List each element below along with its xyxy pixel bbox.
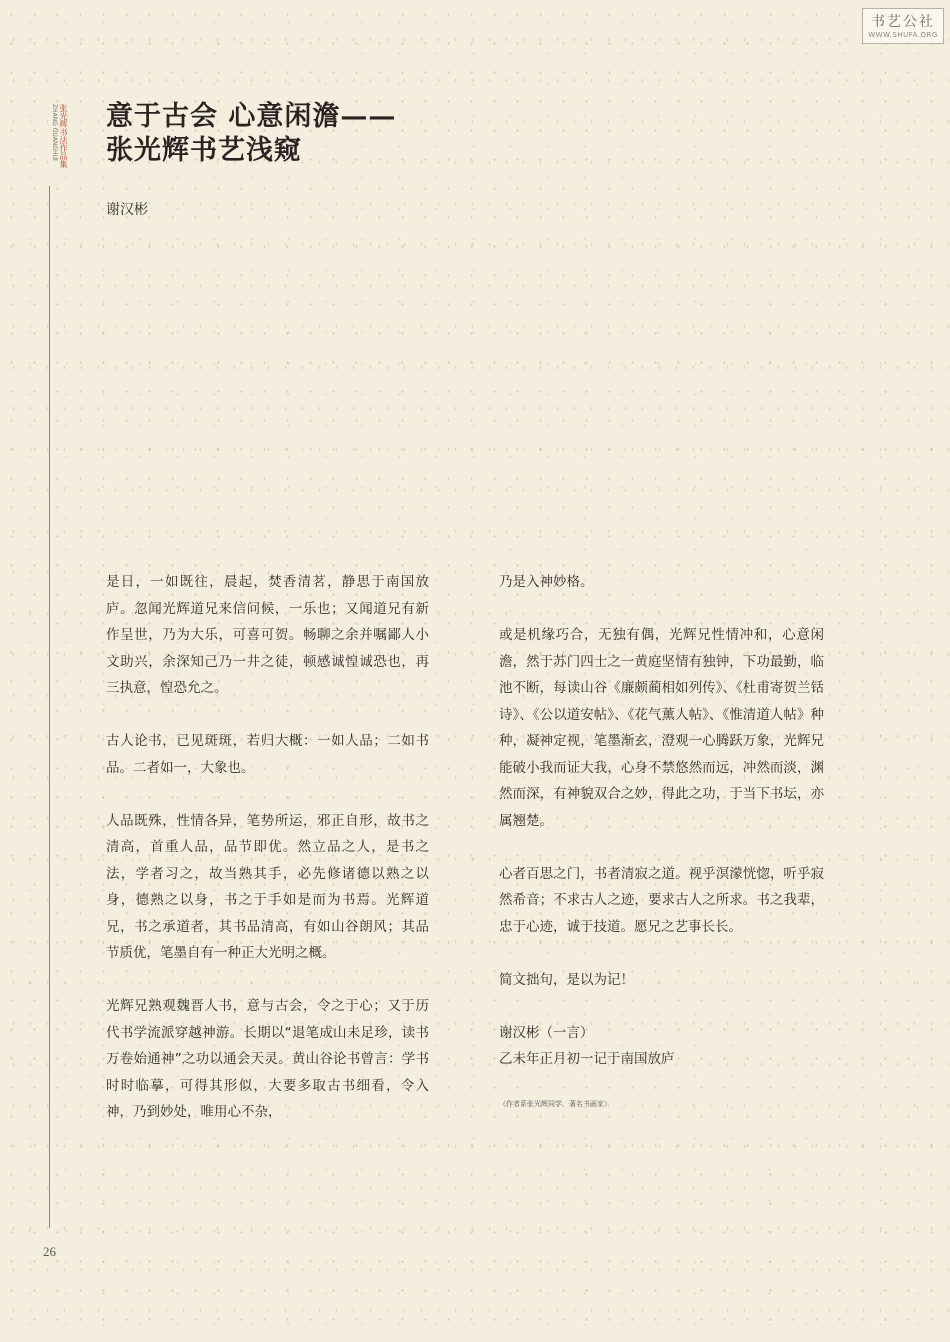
article-title — [106, 100, 396, 168]
side-label-chinese: 张光辉书法作品集 — [59, 104, 68, 168]
paragraph: 光辉兄熟观魏晋人书，意与古会，令之于心；又于历代书学流派穿越神游。长期以“退笔成山未足珍，读书万卷始通神”之功以通会天灵。黄山谷论书曾言：学书时时临摹，可得其形似，大要多取古书细看，令入神，乃到妙处，唯用心不杂， — [106, 998, 429, 1120]
side-label-english: ZHANG GUANGHUI — [51, 104, 58, 161]
page-number: 26 — [43, 1244, 56, 1259]
side-series-label — [48, 104, 68, 168]
paragraph: 是日，一如既往，晨起，焚香清茗，静思于南国放庐。忽闻光辉道兄来信问候，一乐也；又闻道兄有新作呈世，乃为大乐，可喜可贺。畅聊之余并嘱鄙人小文助兴，余深知己乃一井之徒，顿感诚惶诚恐也，再三执意，惶恐允之。 — [106, 574, 429, 696]
paragraph: 简文拙句，是以为记！ — [499, 971, 634, 988]
paragraph: 古人论书，已见斑斑，若归大概：一如人品；二如书品。二者如一，大象也。 — [106, 733, 429, 776]
paragraph: 或是机缘巧合，无独有偶，光辉兄性情冲和，心意闲澹，然于苏门四士之一黄庭坚情有独钟，下功最勤，临池不断，每读山谷《廉颇蔺相如列传》、《杜甫寄贺兰铦诗》、《公以道安帖》、《花气薰人帖》、《惟清道人帖》种种，凝神定视，笔墨渐玄，澄观一心腾跃万象，光辉兄能破小我而证大我，心身不禁悠然而远，冲然而淡，渊然而深，有神貌双合之妙，得此之功，于当下书坛，亦属翘楚。 — [499, 627, 824, 829]
watermark-logo — [862, 8, 944, 44]
right-text-column — [499, 569, 824, 1135]
paragraph: 乃是入神妙格。 — [499, 574, 594, 590]
side-divider-line — [49, 186, 50, 1228]
watermark-name: 书艺公社 — [871, 14, 935, 30]
signature-date: 乙未年正月初一记于南国放庐 — [499, 1051, 675, 1067]
watermark-url: WWW.SHUFA.ORG — [868, 31, 938, 39]
left-text-column — [106, 569, 429, 1152]
title-line-2: 张光辉书艺浅窥 — [106, 135, 302, 166]
signature-name: 谢汉彬（一言） — [499, 1024, 594, 1041]
paragraph: 心者百思之门，书者清寂之道。视乎溟濛恍惚，听乎寂然希音；不求古人之迹，要求古人之所求。书之我辈，忠于心迹，诚于技道。愿兄之艺事长长。 — [499, 865, 824, 935]
author-name: 谢汉彬 — [106, 202, 148, 218]
author-note: （作者系张光辉同学、著名书画家） — [499, 1099, 611, 1108]
paragraph: 人品既殊，性情各异，笔势所运，邪正自形，故书之清高，首重人品，品节即优。然立品之人，是书之法，学者习之，故当熟其手，必先修诸德以熟之以身，德熟之以身，书之于手如是而为书焉。光辉道兄，书之承道者，其书品清高，有如山谷朗风；其品节质优，笔墨自有一种正大光明之概。 — [106, 812, 429, 961]
title-line-1: 意于古会 心意闲澹—— — [106, 101, 397, 132]
